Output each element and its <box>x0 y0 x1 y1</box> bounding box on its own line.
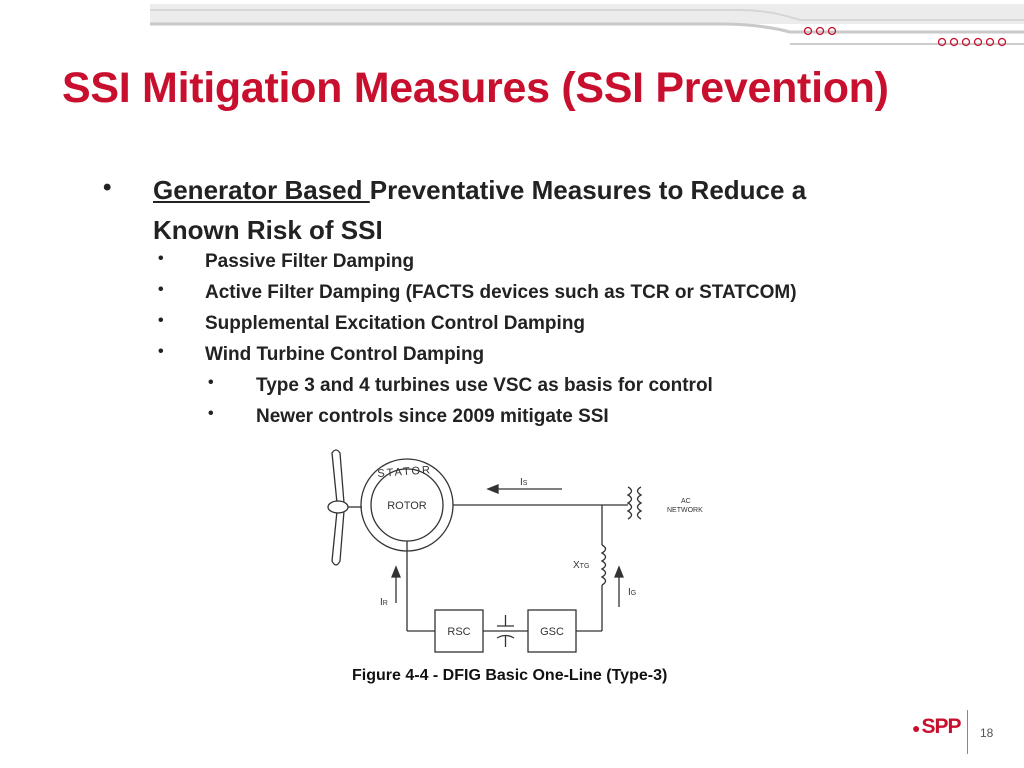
is-label: IS <box>520 477 528 488</box>
bullet-main-underlined: Generator Based <box>153 175 370 205</box>
bullet-dot: • <box>158 343 164 360</box>
turbine-blade-bottom <box>332 511 344 565</box>
footer-divider <box>967 710 968 754</box>
stator-label: STATOR <box>376 464 433 480</box>
transformer-left <box>628 487 632 519</box>
subsub-bullet-2: Newer controls since 2009 mitigate SSI <box>256 406 609 427</box>
bullet-dot: • <box>158 250 164 267</box>
rsc-label: RSC <box>447 626 471 638</box>
logo-text: SPP <box>921 715 961 738</box>
bullet-dot: • <box>158 281 164 298</box>
page-number: 18 <box>980 726 994 740</box>
sub-bullet-3: Supplemental Excitation Control Damping <box>205 313 586 334</box>
header-decoration <box>0 0 1024 60</box>
is-arrowhead <box>488 485 498 493</box>
bullet-dot: • <box>208 405 214 422</box>
dfig-diagram <box>310 445 730 663</box>
transformer-right <box>638 487 642 519</box>
ig-arrowhead <box>615 567 623 577</box>
xtg-label: XTG <box>573 560 590 571</box>
slide-title: SSI Mitigation Measures (SSI Prevention) <box>62 64 889 112</box>
turbine-hub <box>328 501 348 513</box>
header-swoosh <box>150 24 1024 32</box>
ir-arrowhead <box>392 567 400 577</box>
ig-label: IG <box>628 587 637 598</box>
xtg-inductor <box>602 545 606 585</box>
subsub-bullet-1: Type 3 and 4 turbines use VSC as basis for control <box>256 375 713 396</box>
sub-bullet-1: Passive Filter Damping <box>205 251 415 272</box>
bullet-main-text: Preventative Measures to Reduce a Known Risk of SSI <box>153 175 807 245</box>
rotor-label: ROTOR <box>387 500 427 512</box>
sub-bullet-2: Active Filter Damping (FACTS devices such as TCR or STATCOM) <box>205 282 797 303</box>
ir-label: IR <box>380 597 388 608</box>
bullet-dot: • <box>158 312 164 329</box>
figure-caption: Figure 4-4 - DFIG Basic One-Line (Type-3) <box>352 667 668 684</box>
logo-mark-icon: ● <box>912 720 920 736</box>
bullet-main <box>153 170 893 250</box>
gsc-label: GSC <box>540 626 564 638</box>
network-label: NETWORK <box>667 507 703 514</box>
ac-label: AC <box>681 498 691 505</box>
turbine-blade-top <box>332 450 344 503</box>
sub-bullet-4: Wind Turbine Control Damping <box>205 344 485 365</box>
spp-logo <box>912 715 961 739</box>
bullet-dot: • <box>103 174 112 201</box>
bullet-dot: • <box>208 374 214 391</box>
